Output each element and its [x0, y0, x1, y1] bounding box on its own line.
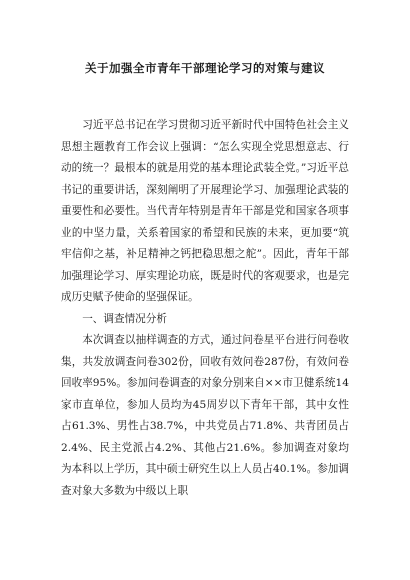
paragraph-survey: 本次调查以抽样调查的方式，通过问卷星平台进行问卷收集，共发放调查问卷302份，回收有效问卷287份，有效问卷回收率95%。参加问卷调查的对象分别来自××市卫健系统14家市直单位，参加人员均为45周岁以下青年干部，其中女性占61.3%、男性占38.7%，中共党员占71.8%、共青团员占2.4%、民主党派占4.2%、其他占21.6%。参加调查对象均为本科以上学历，其中硕士研究生以上人员占40.1%。参加调查对象大多数为中级以上职	[61, 334, 349, 497]
document-title: 关于加强全市青年干部理论学习的对策与建议	[85, 61, 325, 75]
section-heading: 一、调查情况分析	[82, 312, 167, 325]
document-body	[61, 115, 349, 502]
paragraph-intro: 习近平总书记在学习贯彻习近平新时代中国特色社会主义思想主题教育工作会议上强调：“怎么实现全党思想意志、行动的统一？最根本的就是用党的基本理论武装全党。”习近平总书记的重要讲话，深刻阐明了开展理论学习、加强理论武装的重要性和必要性。当代青年特别是青年干部是党和国家各项事业的中坚力量，关系着国家的希望和民族的未来，更加要“筑牢信仰之基，补足精神之钙把稳思想之舵”。因此，青年干部加强理论学习、厚实理论功底，既是时代的客观要求，也是完成历史赋予使命的坚强保证。	[61, 119, 349, 303]
